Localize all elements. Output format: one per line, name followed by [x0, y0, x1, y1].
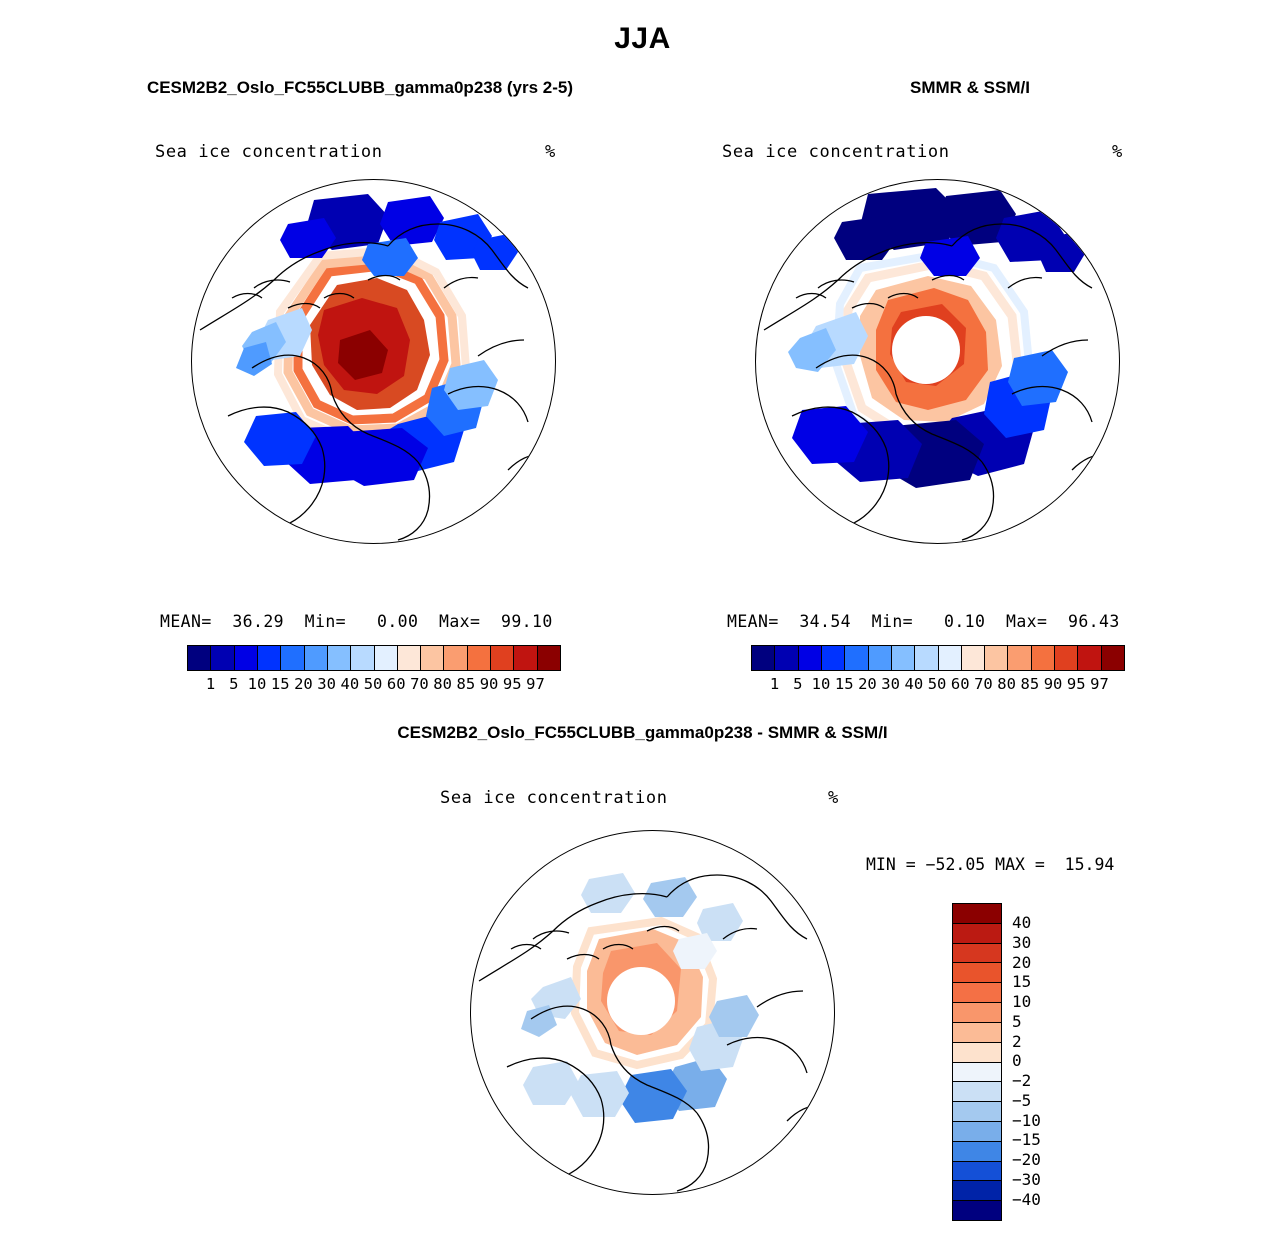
vbar-tick: −10: [1012, 1110, 1041, 1130]
vbar-tick: 15: [1012, 972, 1032, 992]
cbar-tick: 40: [904, 675, 924, 693]
cbar-tick: 50: [363, 675, 383, 693]
cbar-tick: 50: [927, 675, 947, 693]
cbar-tick: 95: [1066, 675, 1086, 693]
cbar-tick: 60: [386, 675, 406, 693]
vbar-tick: 2: [1012, 1031, 1022, 1051]
units-label-model: %: [545, 142, 556, 162]
colorbar-diff-labels: [1012, 913, 1041, 1229]
cbar-tick: 20: [858, 675, 877, 693]
variable-label-obs: Sea ice concentration: [722, 142, 950, 162]
cbar-tick: 20: [294, 675, 313, 693]
cbar-tick: 1: [769, 675, 780, 693]
map-diff-svg: [471, 831, 835, 1195]
colorbar-model-labels: [199, 675, 547, 693]
diff-minmax-label: MIN = −52.05 MAX = 15.94: [866, 855, 1115, 874]
cbar-tick: 10: [247, 675, 267, 693]
colorbar-obs: [751, 645, 1125, 671]
cbar-tick: 80: [997, 675, 1016, 693]
figure-title: JJA: [614, 22, 671, 55]
cbar-tick: 10: [811, 675, 831, 693]
variable-label-model-row: [155, 142, 575, 162]
colorbar-obs-labels: [763, 675, 1111, 693]
cbar-tick: 15: [834, 675, 854, 693]
sea-ice-field-model: [236, 194, 518, 486]
units-label-diff: %: [828, 788, 839, 808]
map-model-svg: [192, 180, 556, 544]
map-model-circle: [191, 179, 556, 544]
map-diff-circle: [470, 830, 835, 1195]
cbar-tick: 30: [317, 675, 336, 693]
sea-ice-diff-field: [521, 873, 759, 1123]
units-label-obs: %: [1112, 142, 1123, 162]
cbar-tick: 15: [270, 675, 290, 693]
vbar-tick: −5: [1012, 1090, 1032, 1110]
colorbar-diff: [952, 903, 1002, 1221]
vbar-tick: 30: [1012, 932, 1032, 952]
cbar-tick: 90: [479, 675, 499, 693]
cbar-tick: 80: [433, 675, 452, 693]
cbar-tick: 70: [410, 675, 429, 693]
cbar-tick: 97: [526, 675, 545, 693]
stats-obs: MEAN= 34.54 Min= 0.10 Max= 96.43: [727, 612, 1120, 631]
variable-label-obs-row: [722, 142, 1142, 162]
panel-title-model: CESM2B2_Oslo_FC55CLUBB_gamma0p238 (yrs 2-5): [146, 78, 574, 97]
panel-title-obs: SMMR & SSM/I: [910, 78, 1030, 97]
variable-label-diff: Sea ice concentration: [440, 788, 668, 808]
vbar-tick: 5: [1012, 1011, 1022, 1031]
vbar-tick: −30: [1012, 1169, 1041, 1189]
variable-label-model: Sea ice concentration: [155, 142, 383, 162]
vbar-tick: 40: [1012, 913, 1032, 932]
stats-model: MEAN= 36.29 Min= 0.00 Max= 99.10: [160, 612, 553, 631]
vbar-tick: −40: [1012, 1189, 1041, 1209]
vbar-tick: 10: [1012, 992, 1032, 1011]
sea-ice-field-obs: [788, 188, 1086, 488]
cbar-tick: 97: [1090, 675, 1109, 693]
cbar-tick: 85: [456, 675, 476, 693]
cbar-tick: 5: [229, 675, 239, 693]
vbar-tick: 20: [1012, 952, 1032, 972]
map-obs-circle: [755, 179, 1120, 544]
cbar-tick: 1: [205, 675, 216, 693]
variable-label-diff-row: [440, 788, 860, 808]
cbar-tick: 30: [881, 675, 900, 693]
cbar-tick: 70: [974, 675, 993, 693]
cbar-tick: 60: [950, 675, 970, 693]
vbar-tick: −15: [1012, 1130, 1041, 1150]
vbar-tick: 0: [1012, 1051, 1022, 1071]
cbar-tick: 95: [502, 675, 522, 693]
cbar-tick: 90: [1043, 675, 1063, 693]
panel-title-diff: CESM2B2_Oslo_FC55CLUBB_gamma0p238 - SMMR & SSM/I: [397, 723, 888, 742]
cbar-tick: 85: [1020, 675, 1040, 693]
vbar-tick: −20: [1012, 1150, 1041, 1169]
vbar-tick: −2: [1012, 1071, 1032, 1090]
cbar-tick: 5: [793, 675, 803, 693]
map-obs-svg: [756, 180, 1120, 544]
cbar-tick: 40: [340, 675, 360, 693]
colorbar-model: [187, 645, 561, 671]
